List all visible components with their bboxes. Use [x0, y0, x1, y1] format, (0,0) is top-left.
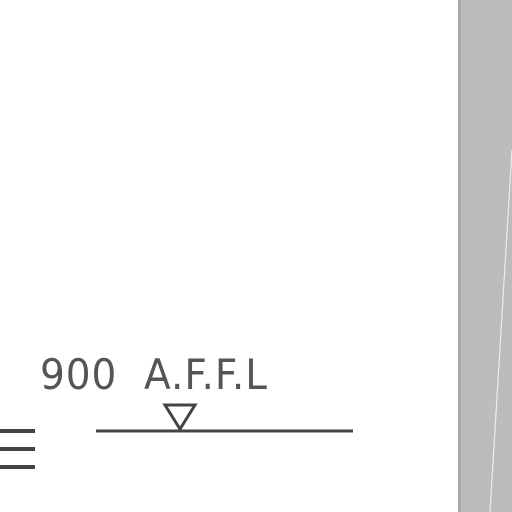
level-annotation: 900 A.F.F.L: [40, 350, 268, 399]
